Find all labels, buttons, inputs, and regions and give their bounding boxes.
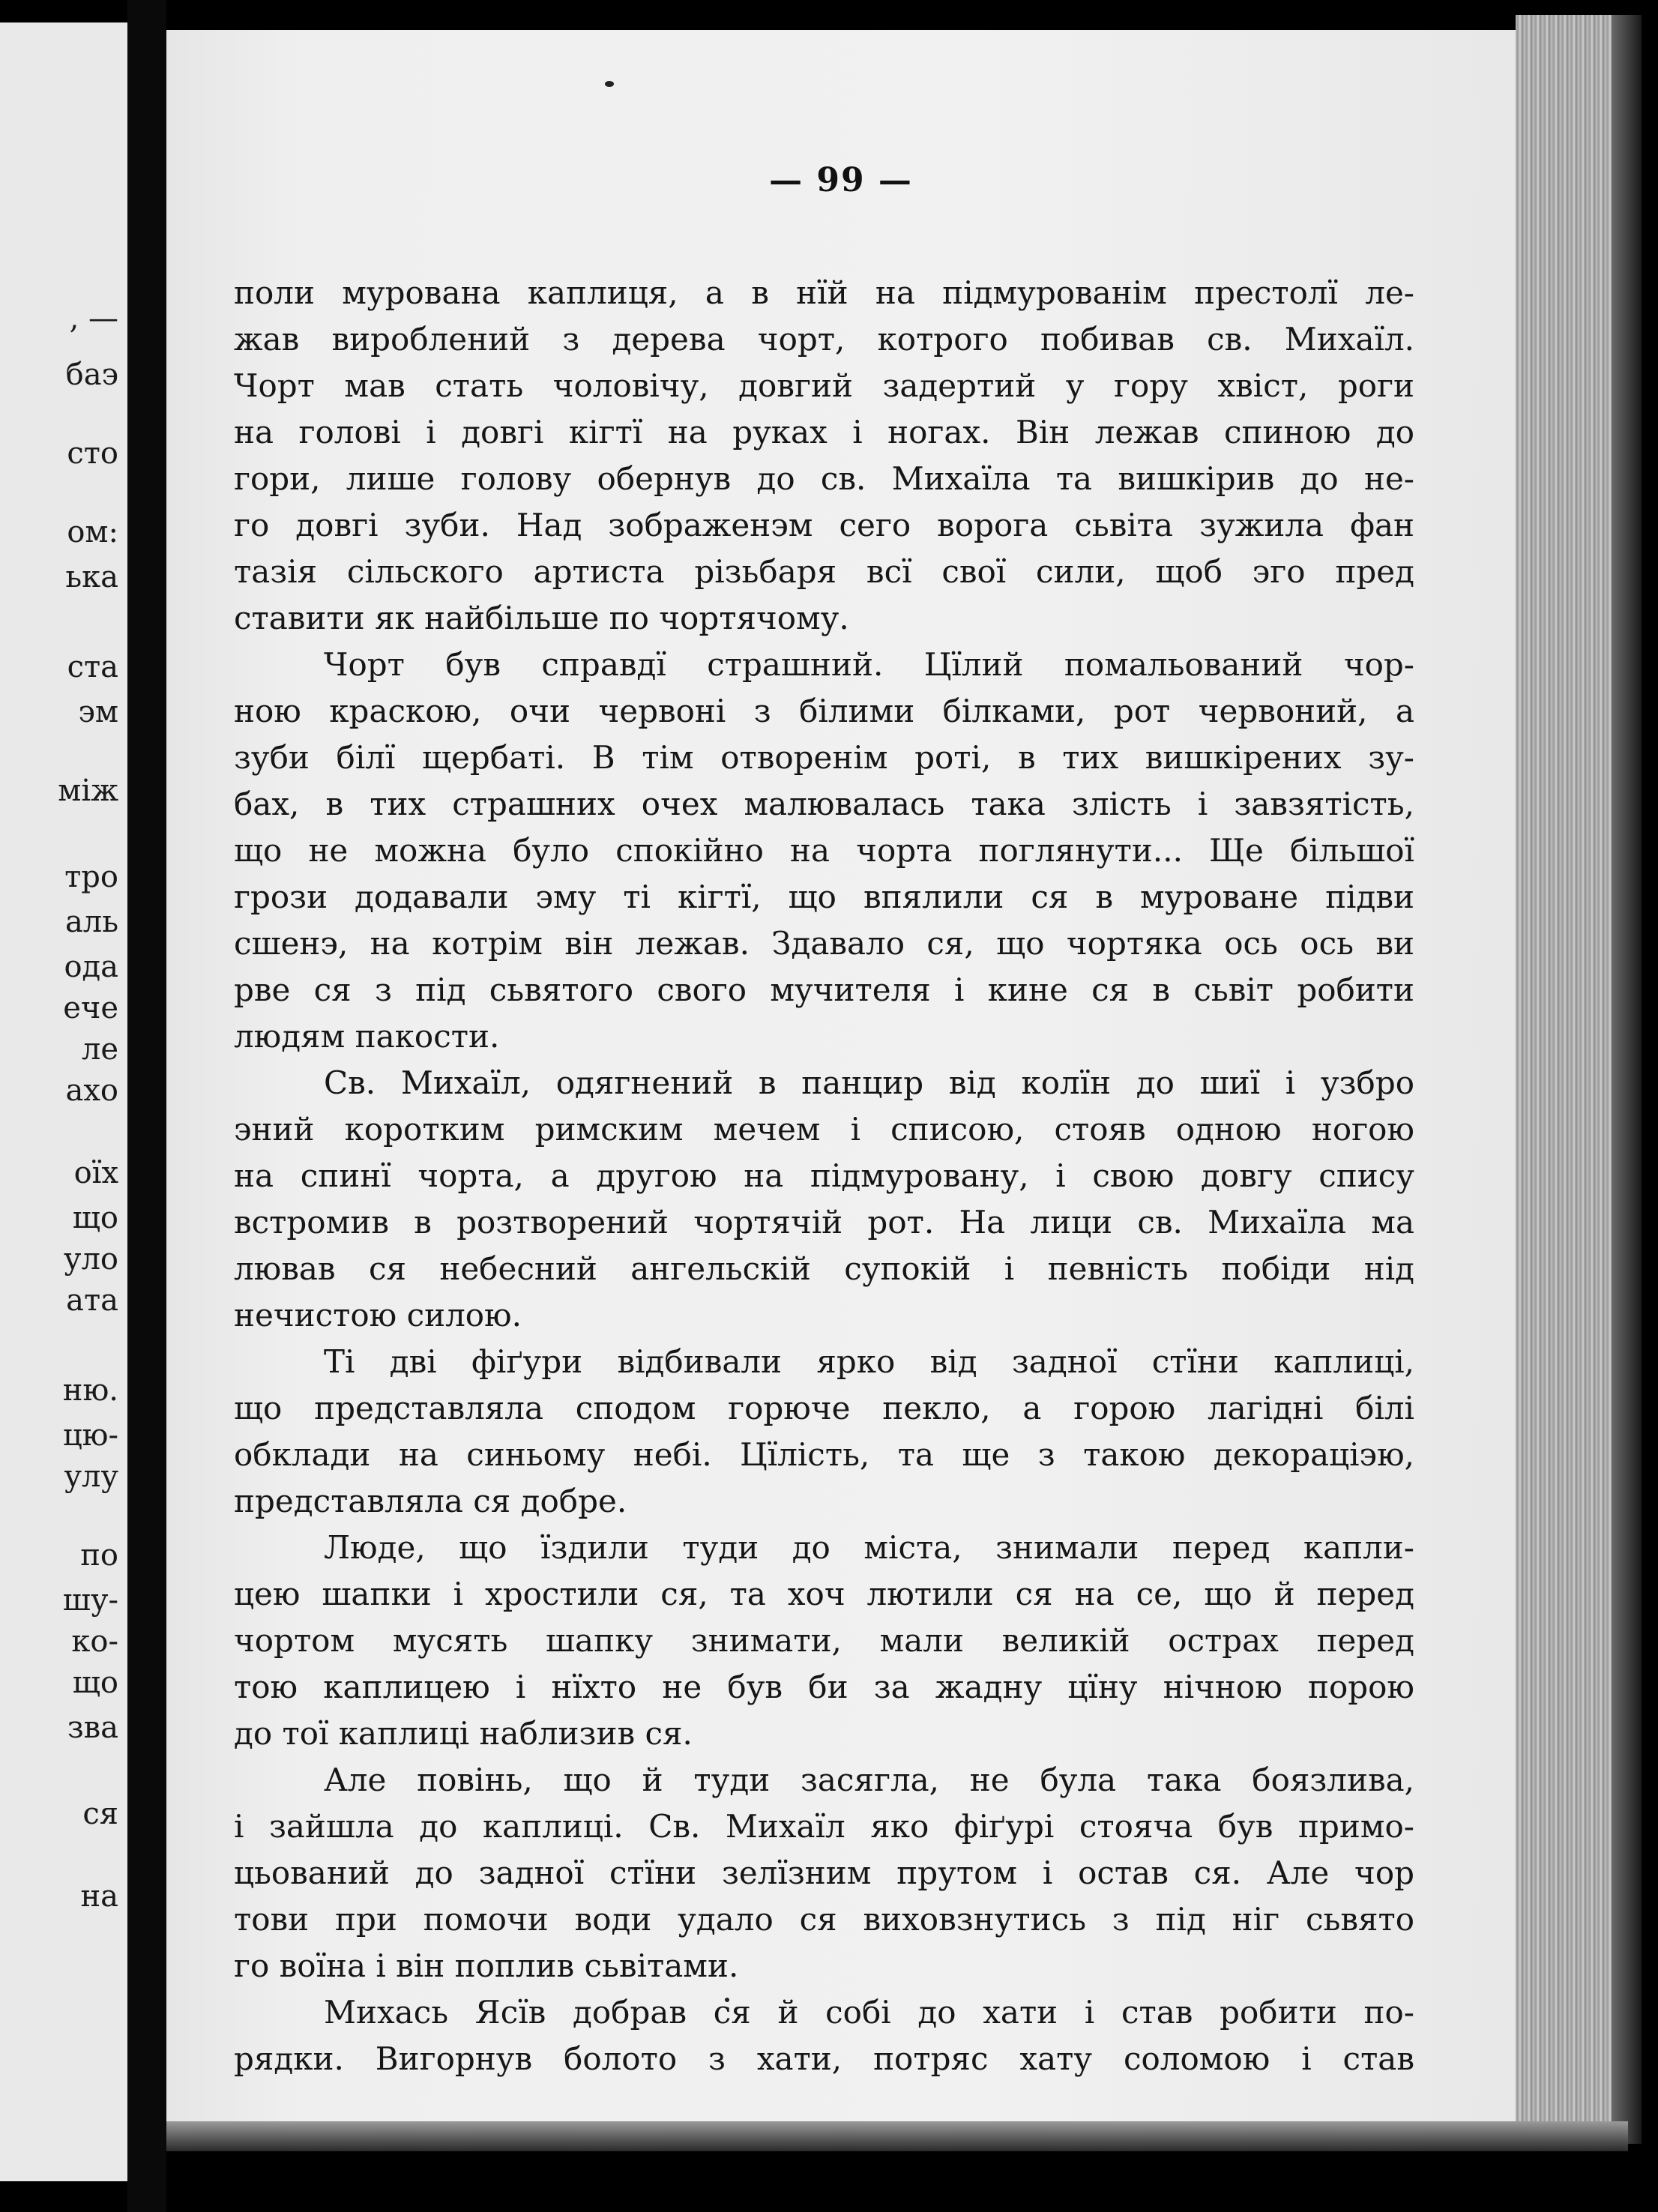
text-line: го довгі зуби. Над зображенэм сего ворога сьвіта зужила фан <box>234 507 1414 543</box>
left-page-text-fragment: що <box>72 1201 118 1235</box>
text-line: рве ся з під сьвятого свого мучителя і кине ся в сьвіт робити <box>234 971 1414 1008</box>
left-page-text-fragment: по <box>80 1538 118 1573</box>
text-line: го воїна і він поплив сьвітами. <box>234 1947 739 1984</box>
text-line: тою каплицею і нїхто не був би за жадну цїну нічною порою <box>234 1669 1414 1705</box>
text-line: до тої каплиці наблизив ся. <box>234 1715 693 1752</box>
left-page-text-fragment: ся <box>82 1797 118 1831</box>
text-line: цею шапки і хростили ся, та хоч лютили ся на се, що й перед <box>234 1576 1414 1612</box>
left-page-text-fragment: ата <box>66 1283 118 1318</box>
text-line: эний коротким римским мечем і списою, стояв одною ногою <box>234 1111 1414 1148</box>
left-page-text-fragment: ом: <box>67 515 118 549</box>
page-edges-shadow <box>1612 15 1642 2144</box>
book-gutter <box>127 0 166 2212</box>
text-line: на спинї чорта, а другою на підмуровану, і свою довгу спису <box>234 1157 1414 1194</box>
text-line: Чорт мав стать чоловічу, довгий задертий у гору хвіст, роги <box>234 367 1414 404</box>
left-page-text-fragment: ахо <box>65 1073 118 1108</box>
left-page-text-fragment: , — <box>69 301 118 336</box>
text-line: рядки. Вигорнув болото з хати, потряс хату соломою і став <box>234 2040 1414 2077</box>
text-line: встромив в розтворений чортячій рот. На лици св. Михаїла ма <box>234 1204 1414 1241</box>
left-page-text-fragment: що <box>72 1666 118 1700</box>
left-page-text-fragment: ста <box>67 650 118 684</box>
left-page-text-fragment: тро <box>64 860 118 894</box>
text-line: обклади на синьому небі. Цїлість, та ще з такою декораціэю, <box>234 1436 1414 1473</box>
text-line: Люде, що їздили туди до міста, знимали перед капли- <box>324 1529 1414 1566</box>
text-line: сшенэ, на котрім він лежав. Здавало ся, що чортяка ось ось ви <box>234 925 1414 962</box>
left-page-text-fragment: шу- <box>62 1583 118 1618</box>
left-page-text-fragment: ню. <box>62 1373 118 1408</box>
text-line: жав вироблений з дерева чорт, котрого побивав св. Михаїл. <box>234 321 1414 358</box>
text-line: людям пакости. <box>234 1018 500 1055</box>
text-line: ною краскою, очи червоні з білими білками, рот червоний, а <box>234 693 1414 729</box>
text-line: Ті дві фіґури відбивали ярко від задної стїни каплиці, <box>324 1343 1414 1380</box>
text-line: лював ся небесний ангельскій супокій і певність побіди нід <box>234 1250 1414 1287</box>
text-line: ставити як найбільше по чортячому. <box>234 600 849 636</box>
text-line: цьований до задної стїни зелїзним прутом і остав ся. Але чор <box>234 1854 1414 1891</box>
left-page-text-fragment: баэ <box>65 358 118 392</box>
left-page-text-fragment: ече <box>63 991 118 1025</box>
left-page-text-fragment: на <box>80 1879 118 1914</box>
print-speck <box>605 81 614 87</box>
text-line: що не можна було спокійно на чорта поглянути... Ще більшої <box>234 832 1414 869</box>
page-number: — 99 — <box>769 161 913 199</box>
text-line: Св. Михаїл, одягнений в панцир від колїн до шиї і узбро <box>324 1064 1414 1101</box>
text-line: і зайшла до каплиці. Св. Михаїл яко фіґурі стояча був примо- <box>234 1808 1414 1845</box>
text-line: зуби білї щербаті. В тім отворенім роті, в тих вишкірених зу- <box>234 739 1414 776</box>
left-page-fragment <box>0 22 127 2181</box>
text-line: Але повінь, що й туди засягла, не була така боязлива, <box>324 1762 1414 1798</box>
text-line: Михась Ясїв добрав ся й собі до хати і став робити по- <box>324 1994 1414 2031</box>
left-page-text-fragment: ька <box>65 560 118 594</box>
left-page-text-fragment: оїх <box>73 1156 118 1190</box>
bottom-page-edge <box>166 2121 1628 2151</box>
left-page-text-fragment: ле <box>81 1032 118 1067</box>
left-page-text-fragment: між <box>58 774 118 808</box>
left-page-text-fragment: сто <box>67 436 118 471</box>
body-text <box>234 270 1414 2082</box>
text-line: нечистою силою. <box>234 1297 522 1333</box>
text-line: чортом мусять шапку знимати, мали великій острах перед <box>234 1622 1414 1659</box>
left-page-text-fragment: аль <box>64 905 118 939</box>
left-page-text-fragment: зва <box>67 1711 118 1745</box>
text-line: Чорт був справдї страшний. Цїлий помальований чор- <box>324 646 1414 683</box>
text-line: представляла ся добре. <box>234 1483 627 1519</box>
left-page-text-fragment: ко- <box>71 1624 118 1659</box>
left-page-text-fragment: цю- <box>62 1418 118 1453</box>
left-page-text-fragment: уло <box>63 1242 118 1277</box>
main-page <box>166 30 1516 2121</box>
left-page-text-fragment: улу <box>64 1459 118 1494</box>
text-line: грози додавали эму ті кігтї, що впялили ся в муроване підви <box>234 879 1414 915</box>
text-line: поли мурована каплиця, а в нїй на підмурованім престолї ле- <box>234 274 1414 311</box>
text-line: гори, лише голову обернув до св. Михаїла та вишкірив до не- <box>234 460 1414 497</box>
left-page-text-fragment: эм <box>78 695 118 729</box>
text-line: тови при помочи води удало ся виховзнутись з під ніг сьвято <box>234 1901 1414 1938</box>
left-page-text-fragment: ода <box>64 950 118 984</box>
text-line: бах, в тих страшних очех малювалась така злість і завзятість, <box>234 786 1414 822</box>
text-line: що представляла сподом горюче пекло, а горою лагідні білі <box>234 1390 1414 1426</box>
text-line: на голові і довгі кігтї на руках і ногах. Він лежав спиною до <box>234 414 1414 450</box>
text-line: тазія сільского артиста різьбаря всї свої сили, щоб эго пред <box>234 553 1414 590</box>
